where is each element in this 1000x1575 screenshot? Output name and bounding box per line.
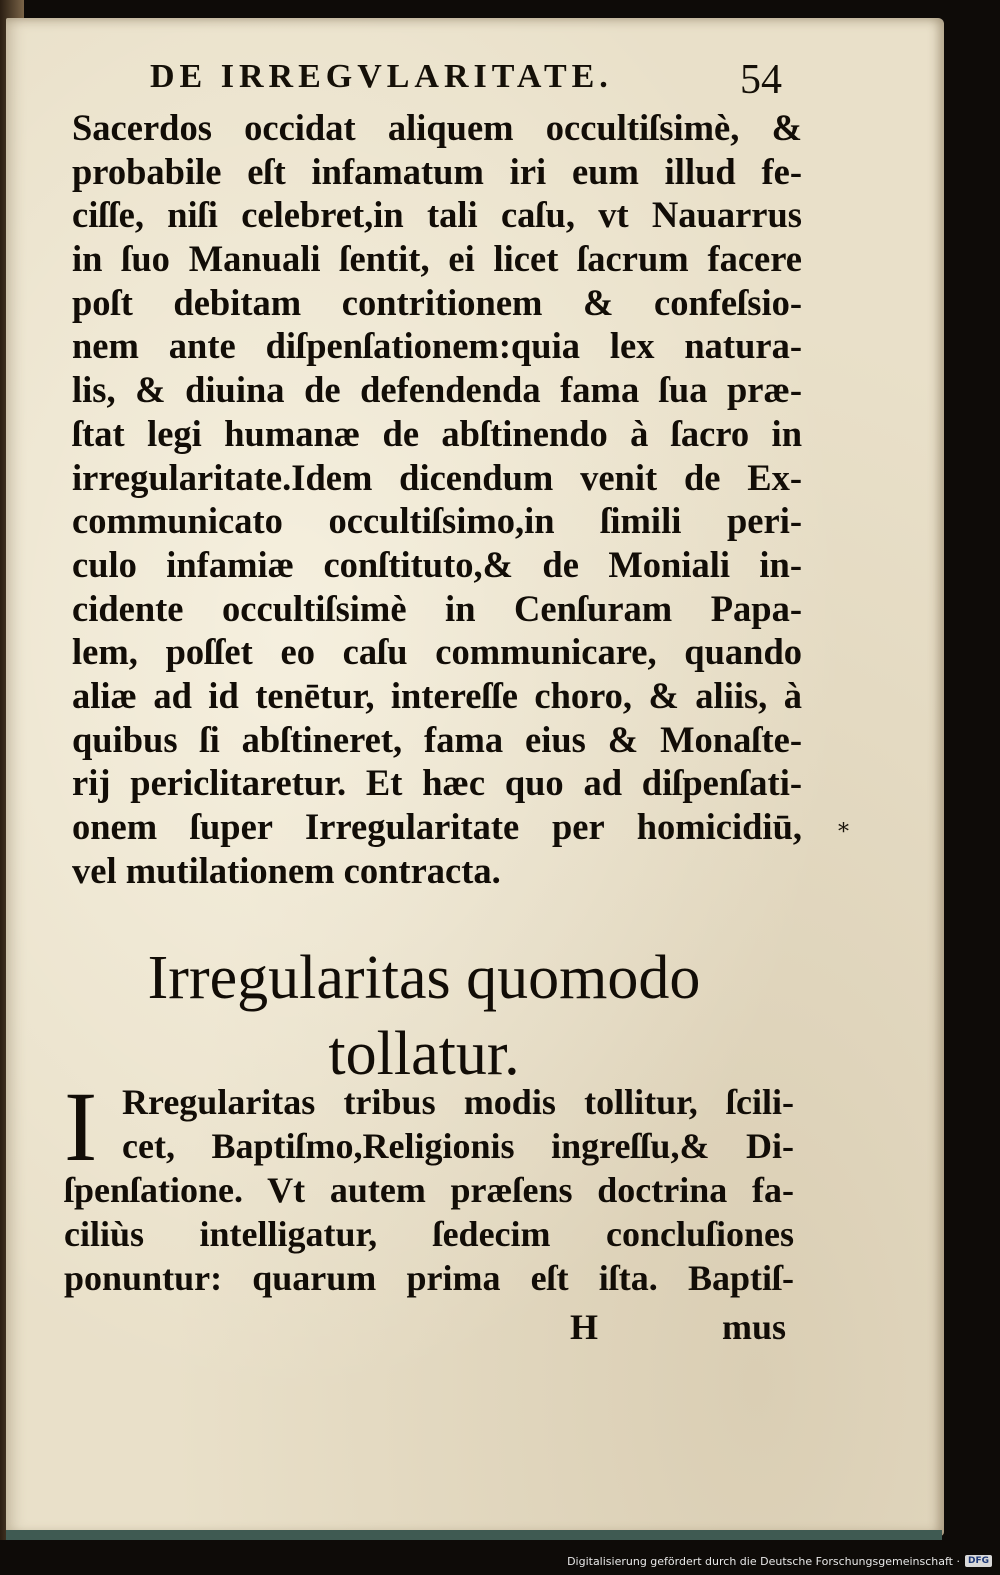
digitization-credit xyxy=(567,1553,992,1569)
running-title: DE IRREGVLARITATE. xyxy=(150,58,613,95)
section-heading-line-2: tollatur. xyxy=(328,1020,520,1088)
text-line: ponuntur: quarum prima eſt iſta. Baptiſ- xyxy=(64,1258,794,1298)
catchword: mus xyxy=(721,1307,786,1347)
text-line: quibus ſi abſtineret, fama eius & Monaſte- xyxy=(72,718,802,760)
text-line: probabile eſt infamatum iri eum illud fe- xyxy=(72,150,802,192)
drop-capital: I xyxy=(64,1071,98,1182)
text-line: cidente occultiſsimè in Cenſuram Papa- xyxy=(72,587,802,629)
margin-asterisk: * xyxy=(838,820,849,845)
text-line: cet, Baptiſmo,Religionis ingreſſu,& Di- xyxy=(122,1126,794,1166)
text-line: ciliùs intelligatur, ſedecim concluſiones xyxy=(64,1214,794,1254)
signature-mark: H xyxy=(570,1307,599,1347)
text-line: onem ſuper Irregularitate per homicidiū, xyxy=(72,806,802,847)
text-line: culo infamiæ conſtituto,& de Moniali in- xyxy=(72,543,802,585)
text-line: lis, & diuina de defendenda fama ſua præ- xyxy=(72,369,802,411)
text-line: vel mutilationem contracta. xyxy=(72,849,501,891)
text-line: ſpenſatione. Vt autem præſens doctrina fa- xyxy=(64,1170,794,1210)
paragraph-2 xyxy=(64,1071,794,1300)
section-heading xyxy=(64,940,784,1092)
text-line: ſtat legi humanæ de abſtinendo à ſacro in xyxy=(72,412,802,454)
running-head xyxy=(150,52,810,106)
section-heading-line-1: Irregularitas quomodo xyxy=(147,944,701,1012)
text-line: nem ante diſpenſationem:quia lex natura- xyxy=(72,325,802,367)
text-line: in ſuo Manuali ſentit, ei licet ſacrum facere xyxy=(72,238,802,280)
text-line: aliæ ad id tenētur, intereſſe choro, & aliis, à xyxy=(72,674,802,716)
page-number: 54 xyxy=(740,57,782,103)
text-line: Sacerdos occidat aliquem occultiſsimè, & xyxy=(72,107,802,148)
paragraph-1 xyxy=(72,106,802,892)
credit-text: Digitalisierung gefördert durch die Deutsche Forschungsgemeinschaft · xyxy=(567,1554,960,1568)
page-edge xyxy=(6,1530,942,1540)
text-line: lem, poſſet eo caſu communicare, quando xyxy=(72,631,802,673)
catch-row xyxy=(64,1306,794,1350)
text-line: Rregularitas tribus modis tollitur, ſcili- xyxy=(122,1082,794,1122)
text-line: communicato occultiſsimo,in ſimili peri- xyxy=(72,500,802,542)
text-line: ciſſe, niſi celebret,in tali caſu, vt Nauarrus xyxy=(72,194,802,236)
dfg-logo-icon: DFG xyxy=(965,1555,992,1567)
text-line: irregularitate.Idem dicendum venit de Ex- xyxy=(72,456,802,498)
text-line: rij periclitaretur. Et hæc quo ad diſpenſati- xyxy=(72,762,802,804)
text-line: poſt debitam contritionem & confeſsio- xyxy=(72,281,802,323)
